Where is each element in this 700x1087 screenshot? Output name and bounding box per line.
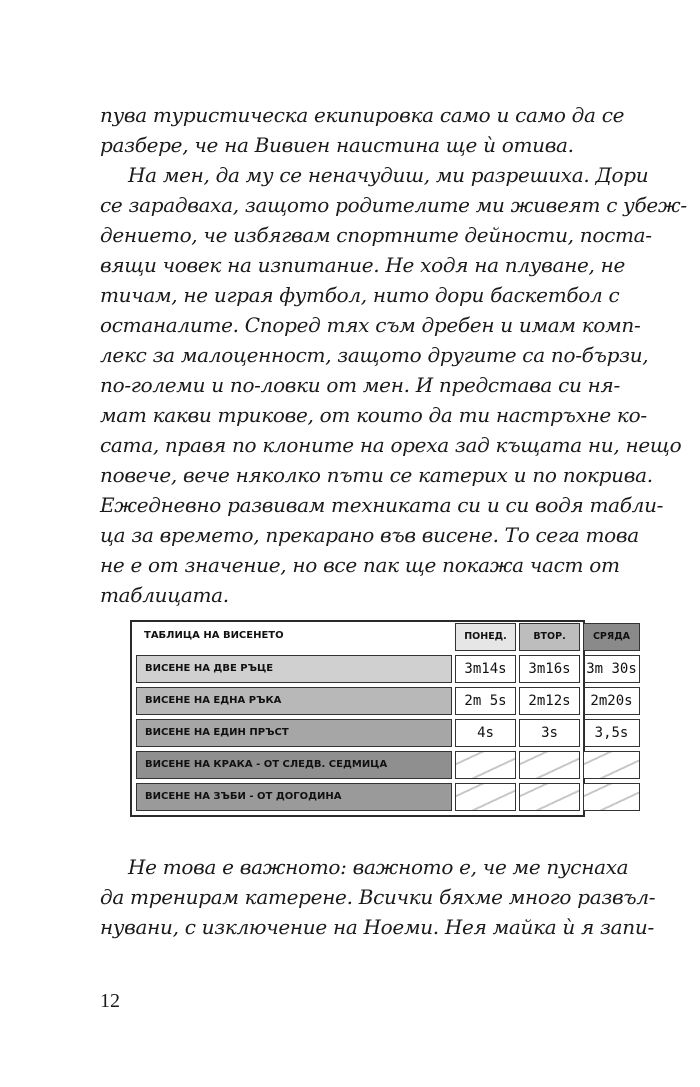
text-line: мат какви трикове, от които да ти настръхне ко- xyxy=(100,403,647,427)
hatched-empty-cell xyxy=(583,783,640,811)
table-row xyxy=(132,750,583,780)
text-line: пува туристическа екипировка само и само да се xyxy=(100,103,625,127)
hatched-empty-cell xyxy=(455,783,516,811)
table-row xyxy=(132,782,583,812)
text-line: тичам, не играя футбол, нито дори баскетбол с xyxy=(100,283,620,307)
text-line: дението, че избягвам спортните дейности, поста- xyxy=(100,223,652,247)
cell-value: 3s xyxy=(519,719,580,747)
row-label: ВИСЕНЕ НА ДВЕ РЪЦЕ xyxy=(136,655,452,683)
text-line: не е от значение, но все пак ще покажа част от xyxy=(100,553,620,577)
text-line: таблицата. xyxy=(100,583,229,607)
cell-value: 2m20s xyxy=(583,687,640,715)
text-line: Ежедневно развивам техниката си и си водя табли- xyxy=(100,493,664,517)
table-header-row xyxy=(132,622,631,652)
text-line: по-големи и по-ловки от мен. И представа си ня- xyxy=(100,373,620,397)
hatched-empty-cell xyxy=(519,783,580,811)
cell-value: 4s xyxy=(455,719,516,747)
text-line: Не това е важното: важното е, че ме пуснаха xyxy=(128,855,629,879)
paragraph-3 xyxy=(100,852,656,942)
row-label: ВИСЕНЕ НА КРАКА - ОТ СЛЕДВ. СЕДМИЦА xyxy=(136,751,452,779)
text-line: повече, вече няколко пъти се катерих и по покрива. xyxy=(100,463,653,487)
hatched-empty-cell xyxy=(455,751,516,779)
text-line: се зарадваха, защото родителите ми живеят с убеж- xyxy=(100,193,687,217)
text-line: лекс за малоценност, защото другите са по-бързи, xyxy=(100,343,649,367)
column-header-wednesday: СРЯДА xyxy=(583,623,640,651)
paragraph-1 xyxy=(100,100,625,160)
table-row xyxy=(132,654,637,684)
row-label: ВИСЕНЕ НА ЕДНА РЪКА xyxy=(136,687,452,715)
cell-value: 2m12s xyxy=(519,687,580,715)
table-row xyxy=(132,718,629,748)
hanging-table xyxy=(130,620,637,817)
cell-value: 3,5s xyxy=(583,719,640,747)
row-label: ВИСЕНЕ НА ЕДИН ПРЪСТ xyxy=(136,719,452,747)
cell-value: 2m 5s xyxy=(455,687,516,715)
cell-value: 3m16s xyxy=(519,655,580,683)
table-title: ТАБЛИЦА НА ВИСЕНЕТО xyxy=(136,623,452,651)
text-line: На мен, да му се неначудиш, ми разрешиха. Дори xyxy=(128,163,649,187)
text-line: ца за времето, прекарано във висене. То сега това xyxy=(100,523,639,547)
column-header-monday: ПОНЕД. xyxy=(455,623,516,651)
hatched-empty-cell xyxy=(519,751,580,779)
text-line: нувани, с изключение на Ноеми. Нея майка ѝ я запи- xyxy=(100,915,654,939)
text-line: да тренирам катерене. Всички бяхме много развъл- xyxy=(100,885,656,909)
page-number: 12 xyxy=(100,990,120,1012)
cell-value: 3m14s xyxy=(455,655,516,683)
text-line: сата, правя по клоните на ореха зад къщата ни, нещо xyxy=(100,433,682,457)
paragraph-2 xyxy=(100,160,687,610)
text-line: вящи човек на изпитание. Не ходя на плуване, не xyxy=(100,253,626,277)
text-line: разбере, че на Вивиен наистина ще ѝ отива. xyxy=(100,133,574,157)
cell-value: 3m 30s xyxy=(583,655,640,683)
hatched-empty-cell xyxy=(583,751,640,779)
table-row xyxy=(132,686,633,716)
column-header-tuesday: ВТОР. xyxy=(519,623,580,651)
row-label: ВИСЕНЕ НА ЗЪБИ - ОТ ДОГОДИНА xyxy=(136,783,452,811)
text-line: останалите. Според тях съм дребен и имам комп- xyxy=(100,313,641,337)
